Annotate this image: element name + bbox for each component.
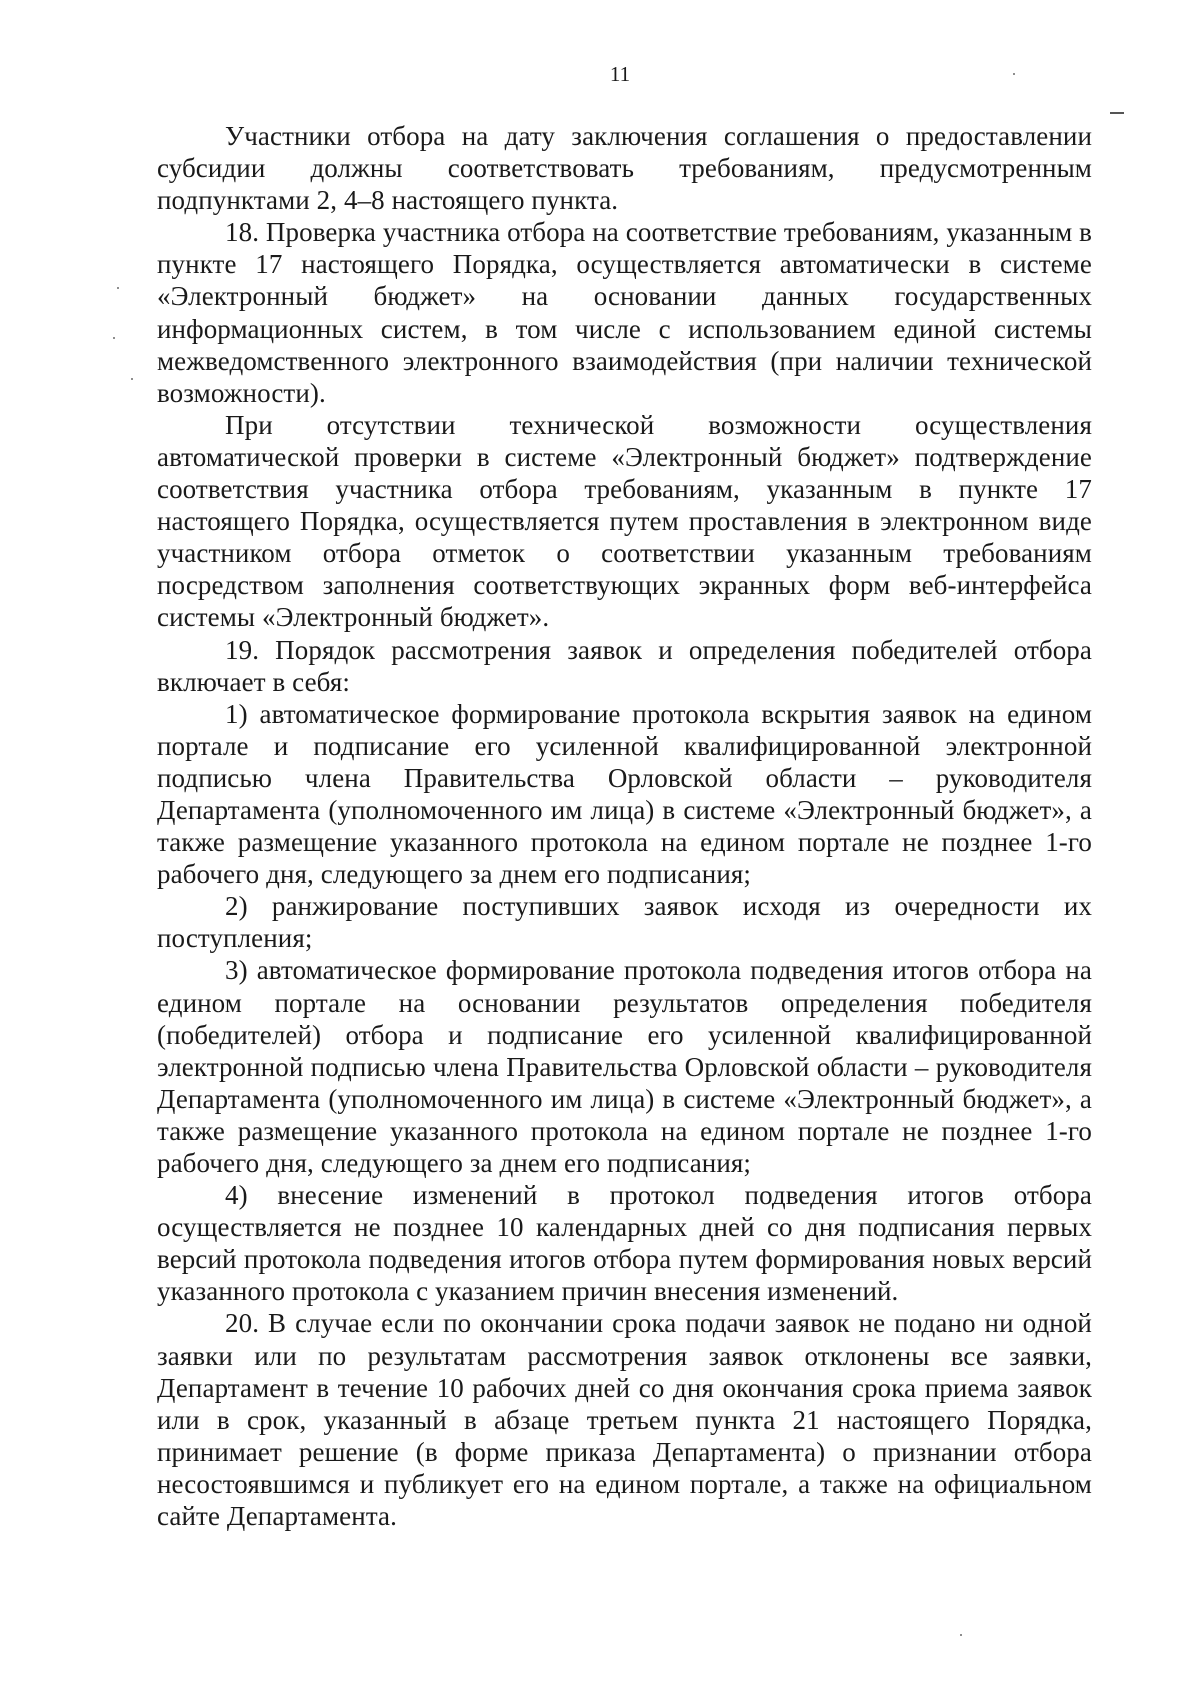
paragraph: 4) внесение изменений в протокол подведения итогов отбора осуществляется не позднее 10 календарных дней со дня подписания первых версий протокола подведения итогов отбора путем формирования новых версий указанного протокола с указанием причин внесения изменений. bbox=[157, 1180, 1092, 1307]
scan-speck bbox=[117, 287, 119, 289]
paragraph: 2) ранжирование поступивших заявок исходя из очередности их поступления; bbox=[157, 891, 1092, 954]
scan-speck bbox=[960, 1634, 962, 1636]
scan-speck bbox=[1013, 73, 1015, 75]
scan-speck bbox=[113, 337, 115, 339]
scan-mark bbox=[1110, 112, 1124, 114]
document-body bbox=[157, 120, 1092, 1532]
paragraph: 1) автоматическое формирование протокола вскрытия заявок на едином портале и подписание его усиленной квалифицированной электронной подписью члена Правительства Орловской области – руководителя Департамента (уполномоченного им лица) в системе «Электронный бюджет», а также размещение указанного протокола на едином портале не позднее 1-го рабочего дня, следующего за днем его подписания; bbox=[157, 698, 1092, 890]
paragraph: 20. В случае если по окончании срока подачи заявок не подано ни одной заявки или по результатам рассмотрения заявок отклонены все заявки, Департамент в течение 10 рабочих дней со дня окончания срока приема заявок или в срок, указанный в абзаце третьем пункта 21 настоящего Порядка, принимает решение (в форме приказа Департамента) о признании отбора несостоявшимся и публикует его на едином портале, а также на официальном сайте Департамента. bbox=[157, 1308, 1092, 1532]
paragraph: 3) автоматическое формирование протокола подведения итогов отбора на едином портале на основании результатов определения победителя (победителей) отбора и подписание его усиленной квалифицированной электронной подписью члена Правительства Орловской области – руководителя Департамента (уполномоченного им лица) в системе «Электронный бюджет», а также размещение указанного протокола на едином портале не позднее 1-го рабочего дня, следующего за днем его подписания; bbox=[157, 955, 1092, 1178]
paragraph: Участники отбора на дату заключения соглашения о предоставлении субсидии должны соответствовать требованиям, предусмотренным подпунктами 2, 4–8 настоящего пункта. bbox=[157, 121, 1092, 216]
paragraph: 18. Проверка участника отбора на соответствие требованиям, указанным в пункте 17 настоящего Порядка, осуществляется автоматически в системе «Электронный бюджет» на основании данных государственных информационных систем, в том числе с использованием единой системы межведомственного электронного взаимодействия (при наличии технической возможности). bbox=[157, 217, 1092, 408]
paragraph: При отсутствии технической возможности осуществления автоматической проверки в системе «Электронный бюджет» подтверждение соответствия участника отбора требованиям, указанным в пункте 17 настоящего Порядка, осуществляется путем проставления в электронном виде участником отбора отметок о соответствии указанным требованиям посредством заполнения соответствующих экранных форм веб-интерфейса системы «Электронный бюджет». bbox=[157, 409, 1092, 633]
scan-speck bbox=[131, 378, 133, 380]
paragraph: 19. Порядок рассмотрения заявок и определения победителей отбора включает в себя: bbox=[157, 634, 1092, 697]
page-number: 11 bbox=[609, 62, 631, 86]
